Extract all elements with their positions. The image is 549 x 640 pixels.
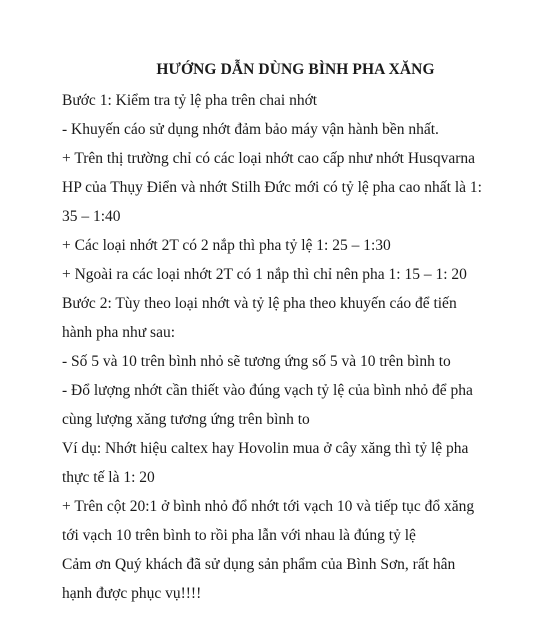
step1-premium-oil-line-3: 35 – 1:40 <box>62 208 121 225</box>
step1-premium-oil-line-2: HP của Thụy Điển và nhớt Stilh Đức mới có tỷ lệ pha cao nhất là 1: <box>62 179 482 196</box>
step2-pour-oil-line-2: cùng lượng xăng tương ứng trên bình to <box>62 411 310 428</box>
step1-premium-oil-line-1: + Trên thị trường chỉ có các loại nhớt cao cấp như nhớt Husqvarna <box>62 150 475 167</box>
step2-heading-line-2: hành pha như sau: <box>62 324 176 341</box>
example-line-1: Ví dụ: Nhớt hiệu caltex hay Hovolin mua ở cây xăng thì tỷ lệ pha <box>62 440 469 457</box>
example-detail-line-1: + Trên cột 20:1 ở bình nhỏ đổ nhớt tới vạch 10 và tiếp tục đổ xăng <box>62 498 475 515</box>
example-detail-line-2: tới vạch 10 trên bình to rồi pha lẫn với nhau là đúng tỷ lệ <box>62 527 416 544</box>
example-line-2: thực tế là 1: 20 <box>62 469 155 486</box>
step1-heading: Bước 1: Kiểm tra tỷ lệ pha trên chai nhớt <box>62 92 318 109</box>
document-title: HƯỚNG DẪN DÙNG BÌNH PHA XĂNG <box>156 61 435 78</box>
step1-one-cap-oil: + Ngoài ra các loại nhớt 2T có 1 nắp thì chỉ nên pha 1: 15 – 1: 20 <box>62 266 467 283</box>
step2-pour-oil-line-1: - Đổ lượng nhớt cần thiết vào đúng vạch tỷ lệ của bình nhỏ để pha <box>62 382 473 399</box>
thank-you-line-2: hạnh được phục vụ!!!! <box>62 585 202 602</box>
step2-marks-correspond: - Số 5 và 10 trên bình nhỏ sẽ tương ứng số 5 và 10 trên bình to <box>62 353 451 370</box>
thank-you-line-1: Cảm ơn Quý khách đã sử dụng sản phẩm của Bình Sơn, rất hân <box>62 556 456 573</box>
step1-recommendation: - Khuyến cáo sử dụng nhớt đảm bảo máy vận hành bền nhất. <box>62 121 439 138</box>
step2-heading-line-1: Bước 2: Tùy theo loại nhớt và tỷ lệ pha theo khuyến cáo để tiến <box>62 295 457 312</box>
step1-two-cap-oil: + Các loại nhớt 2T có 2 nắp thì pha tỷ lệ 1: 25 – 1:30 <box>62 237 391 254</box>
